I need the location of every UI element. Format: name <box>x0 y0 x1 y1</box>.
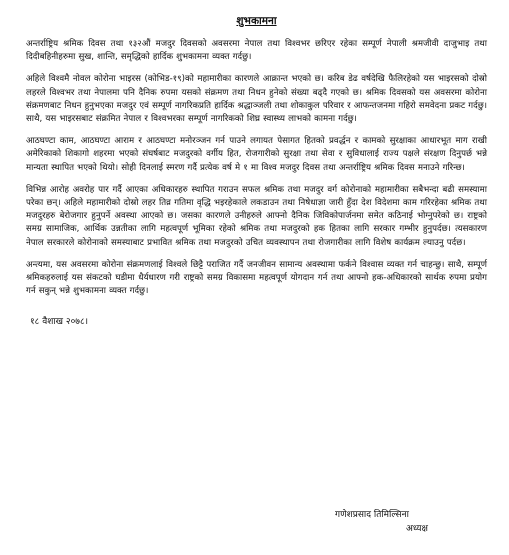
letter-date: १८ वैशाख २०७८। <box>30 317 89 328</box>
signatory-name: गणेशप्रसाद तिमिल्सिना <box>335 510 409 520</box>
letter-title: शुभकामना <box>236 15 277 27</box>
paragraph-greeting: अन्तर्राष्ट्रिय श्रमिक दिवस तथा १३२औं मजदुर दिवसको अवसरमा नेपाल तथा विश्वभर छरिएर रहेका सम्पूर्ण नेपाली श्रमजीवी दाजुभाइ तथा दिदीबहिनीहरुमा सुख, शान्ति, समृद्धिको हार्दिक शुभकामना व्यक्त गर्दछु। <box>26 39 487 63</box>
paragraph-closing-wishes: अन्त्यमा, यस अवसरमा कोरोना संक्रमणलाई विश्वले छिट्टै पराजित गर्दै जनजीवन सामान्य अवस्थामा फर्कने विश्वास व्यक्त गर्न चाहन्छु। साथै, सम्पूर्ण श्रमिकहरुलाई यस संकटको घडीमा धैर्यधारण गरी राष्ट्रको समग्र विकासमा महत्वपूर्ण योगदान गर्न तथा आफ्नो हक-अधिकारको सार्थक रुपमा प्रयोग गर्न सकुन् भन्ने शुभकामना व्यक्त गर्दछु। <box>26 259 487 297</box>
signatory-role: अध्यक्ष <box>406 524 428 534</box>
signature-block <box>335 508 485 536</box>
paragraph-covid-condolence: अहिले विश्वमै नोवल कोरोना भाइरस (कोभिड-१९)को महामारीका कारणले आक्रान्त भएको छ। करिब डेढ वर्षदेखि फैलिरहेको यस भाइरसको दोस्रो लहरले विश्वभर तथा नेपालमा पनि दैनिक रुपमा यसको संक्रमण तथा निधन हुनेको संख्या बढ्दै गएको छ। श्रमिक दिवसको यस अवसरमा कोरोना संक्रमणबाट निधन हुनुभएका मजदुर एवं सम्पूर्ण नागरिकप्रति हार्दिक श्रद्धाञ्जली तथा शोकाकुल परिवार र आफन्तजनमा गहिरो समवेदना प्रकट गर्दछु। साथै, यस भाइरसबाट संक्रमित नेपाल र विश्वभरका सम्पूर्ण नागरिकको शिघ्र स्वास्थ्य लाभको कामना गर्दछु। <box>26 74 487 125</box>
paragraph-labour-day-history: आठघण्टा काम, आठघण्टा आराम र आठघण्टा मनोरञ्जन गर्न पाउने लगायत पेसागत हितको प्रवर्द्धन र कामको सुरक्षाका आधारभूत माग राखी अमेरिकाको शिकागो शहरमा भएको संघर्षबाट मजदुरको वर्गीय हित, रोजगारीको सुरक्षा तथा सेवा र सुविधालाई राज्य पक्षले संरक्षण दिनुपर्छ भन्ने मान्यता स्थापित भएको थियो। सोही दिनलाई स्मरण गर्दै प्रत्येक वर्ष मे १ मा विश्व मजदुर दिवस तथा अन्तर्राष्ट्रिय श्रमिक दिवस मनाउने गरिन्छ। <box>26 136 487 173</box>
paragraph-workers-hardship: विभिन्न आरोह अवरोह पार गर्दै आएका अधिकारहरु स्थापित गराउन सफल श्रमिक तथा मजदुर वर्ग कोरोनाको महामारीका सबैभन्दा बढी समस्यामा परेका छन्। अहिले महामारीको दोस्रो लहर तिव्र गतिमा वृद्धि भइरहेकाले लकडाउन तथा निषेधाज्ञा जारी हुँदा देश विदेशमा काम गरिरहेका श्रमिक तथा मजदुरहरु बेरोजगार हुनुपर्ने अवस्था आएको छ। जसका कारणले उनीहरुले आफ्नो दैनिक जिविकोपार्जनमा समेत कठिनाई भोग्नुपरेको छ। राष्ट्रको समग्र सामाजिक, आर्थिक उन्नतीका लागि महत्वपूर्ण भूमिका रहेको श्रमिक तथा मजदुरको हक हितका लागि सरकार गम्भीर हुनुपर्दछ। त्यसकारण नेपाल सरकारले कोरोनाको समस्याबाट प्रभावित श्रमिक तथा मजदुरको उचित व्यवस्थापन तथा रोजगारीका लागि विशेष कार्यक्रम ल्याउनु पर्दछ। <box>26 184 487 248</box>
